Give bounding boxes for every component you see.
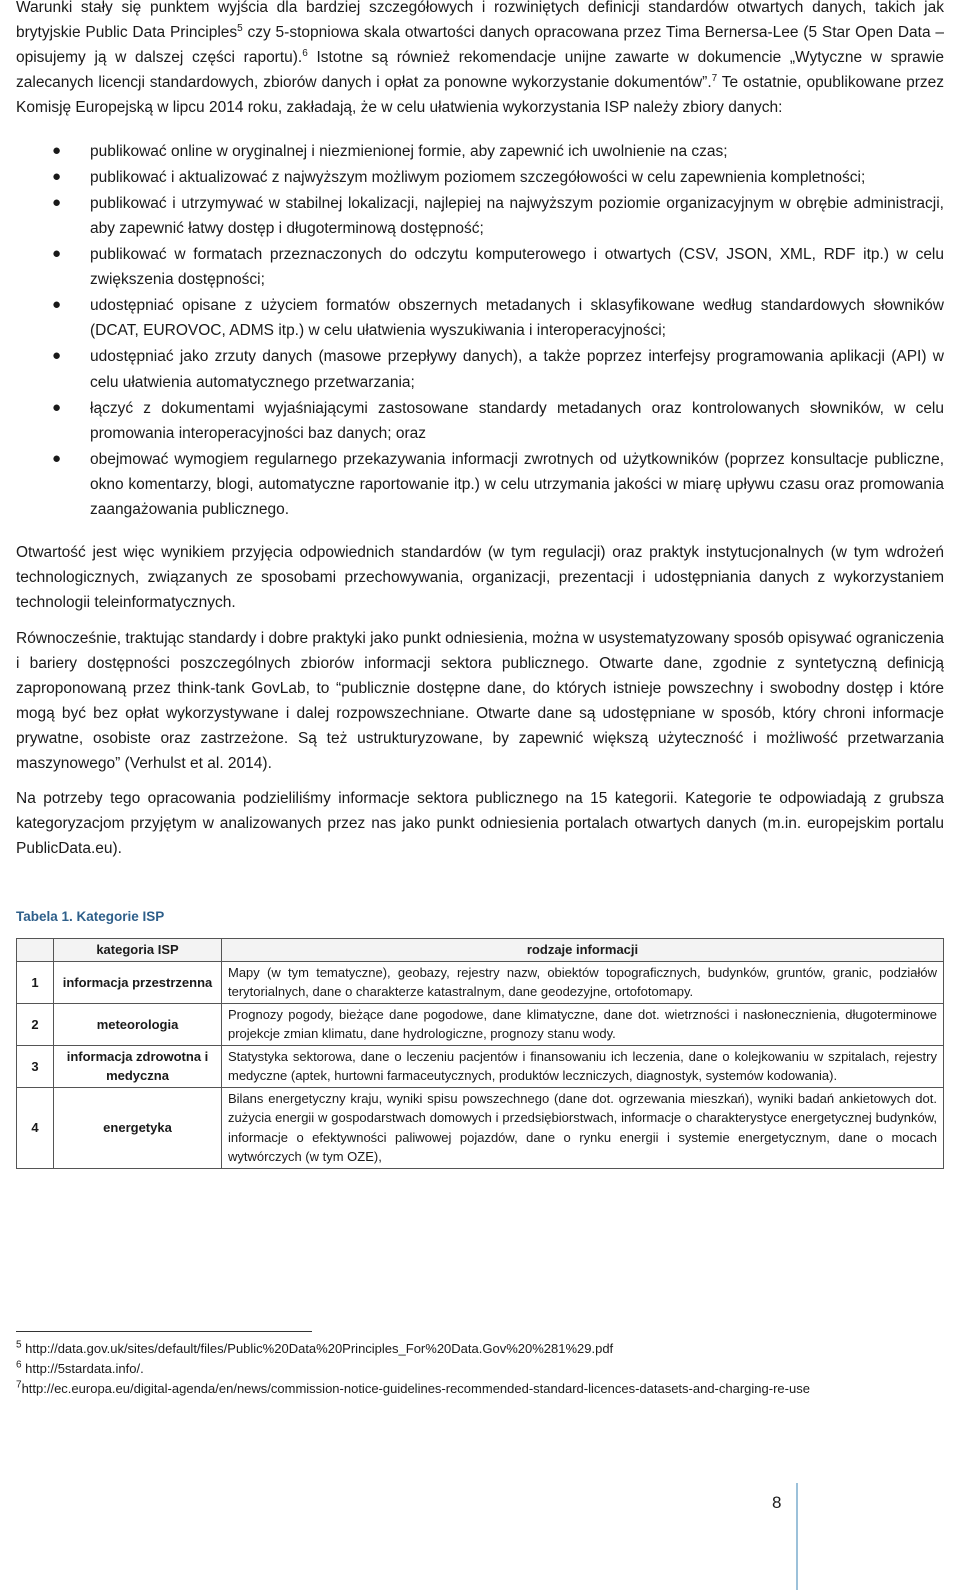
footnote-mark: 7 [16, 1379, 22, 1391]
bullet-icon: ● [52, 141, 62, 159]
footnote-ref-7[interactable]: 7 [711, 73, 718, 85]
table-caption: Tabela 1. Kategorie ISP [16, 908, 165, 924]
footnote-link[interactable]: http://ec.europa.eu/digital-agenda/en/news/commission-notice-guidelines-recommended-standard-licences-datasets-and-charging-re-use [21, 1381, 810, 1397]
footnote-link[interactable]: http://5stardata.info/. [21, 1361, 144, 1377]
footnote-ref-6[interactable]: 6 [302, 48, 308, 60]
table-row [17, 961, 944, 1003]
table-row [17, 1087, 944, 1168]
header-num [17, 939, 54, 962]
paragraph-categories: Na potrzeby tego opracowania podzieliliśmy informacje sektora publicznego na 15 kategorii. Kategorie te odpowiadają z grubsza kategoryzacjom przyjętym w analizowanych przez nas jako punkt odniesienia portalach otwartych danych (m.in. europejskim portalu PublicData.eu). [16, 790, 944, 858]
recommendations-list [16, 139, 944, 523]
bullet-icon: ● [52, 347, 62, 365]
page-number: 8 [772, 1493, 782, 1512]
list-item-text: publikować w formatach przeznaczonych do odczytu komputerowego i otwartych (CSV, JSON, XML, RDF itp.) w celu zwiększenia dostępności; [90, 245, 944, 289]
bullet-icon: ● [52, 244, 62, 262]
row-category: energetyka [54, 1087, 222, 1168]
row-category: meteorologia [54, 1003, 222, 1045]
list-item-text: łączyć z dokumentami wyjaśniającymi zastosowane standardy metadanych oraz kontrolowanych słowników, w celu promowania interoperacyjności baz danych; oraz [90, 399, 944, 442]
footnote-mark: 6 [16, 1359, 22, 1371]
list-item-text: udostępniać jako zrzuty danych (masowe przepływy danych), a także poprzez interfejsy programowania aplikacji (API) w celu ułatwienia automatycznego przetwarzania; [90, 348, 944, 391]
row-category: informacja zdrowotna i medyczna [54, 1045, 222, 1087]
list-item [52, 139, 944, 164]
footnote-5[interactable] [16, 1339, 936, 1359]
list-item [52, 396, 944, 446]
list-item-text: publikować i utrzymywać w stabilnej lokalizacji, najlepiej na najwyższym poziomie organizacyjnym w obrębie administracji, aby zapewnić łatwy dostęp i długoterminową dostępność; [90, 194, 944, 237]
footnote-6[interactable] [16, 1359, 936, 1379]
row-info: Mapy (w tym tematyczne), geobazy, rejestry nazw, obiektów topograficznych, budynków, gruntów, granic, podziałów terytorialnych, dane o charakterze katastralnym, dane geodezyjne, ortofotomapy. [222, 961, 944, 1003]
footnote-ref-5[interactable]: 5 [237, 22, 243, 34]
list-item-text: publikować online w oryginalnej i niezmienionej formie, aby zapewnić ich uwolnienie na czas; [90, 142, 728, 160]
intro-text-3: Istotne są również rekomendacje unijne zawarte w dokumencie „Wytyczne w sprawie zalecanych licencji standardowych, zbiorów danych i opłat za ponowne wykorzystanie dokumentów”. [16, 49, 944, 92]
row-category: informacja przestrzenna [54, 961, 222, 1003]
footnote-7[interactable] [16, 1379, 936, 1399]
header-info: rodzaje informacji [222, 939, 944, 962]
bullet-icon: ● [52, 449, 62, 467]
list-item [52, 447, 944, 522]
list-item [52, 191, 944, 241]
list-item [52, 293, 944, 343]
footnote-divider [16, 1331, 312, 1332]
row-number: 1 [17, 961, 54, 1003]
row-number: 4 [17, 1087, 54, 1168]
row-number: 3 [17, 1045, 54, 1087]
intro-text-2: czy 5-stopniowa skala otwartości danych opracowana przez Tima Bernersa-Lee (5 Star Open Data – opisujemy ją w dalszej części raportu). [16, 24, 944, 67]
intro-text-4: Te ostatnie, opublikowane przez Komisję Europejską w lipcu 2014 roku, zakładają, że w celu ułatwienia wykorzystania ISP należy zbiory danych: [16, 74, 944, 117]
bullet-icon: ● [52, 296, 62, 314]
row-info: Prognozy pogody, bieżące dane pogodowe, dane klimatyczne, dane dot. wietrzności i nasłonecznienia, długoterminowe projekcje zmian klimatu, dane hydrologiczne, prognozy stanu wody. [222, 1003, 944, 1045]
row-info: Statystyka sektorowa, dane o leczeniu pacjentów i finansowaniu ich leczenia, dane o kolejkowaniu w szpitalach, rejestry medyczne (aptek, hurtowni farmaceutycznych, produktów leczniczych, diagnostyk, systemów kodowania). [222, 1045, 944, 1087]
row-info: Bilans energetyczny kraju, wyniki spisu powszechnego (dane dot. ogrzewania mieszkań), wyniki badań ankietowych dot. zużycia energii w gospodarstwach domowych i przedsiębiorstwach, informacje o charakterystyce energetycznej budynków, informacje o efektywności paliwowej pojazdów, dane o rynku energii i systemie energetycznym, dane o mocach wytwórczych (w tym OZE), [222, 1087, 944, 1168]
list-item [52, 242, 944, 292]
table-header-row [17, 939, 944, 962]
footnotes [16, 1339, 936, 1399]
table-row [17, 1003, 944, 1045]
paragraph-openness: Otwartość jest więc wynikiem przyjęcia odpowiednich standardów (w tym regulacji) oraz praktyk instytucjonalnych (w tym wdrożeń technologicznych, związanych ze sposobami przechowywania, organizacji, prezentacji i udostępniania danych z wykorzystaniem technologii teleinformatycznych. [16, 544, 944, 612]
bullet-icon: ● [52, 167, 62, 185]
list-item [52, 165, 944, 190]
bullet-icon: ● [52, 193, 62, 211]
list-item-text: publikować i aktualizować z najwyższym możliwym poziomem szczegółowości w celu zapewnienia kompletności; [90, 168, 866, 186]
row-number: 2 [17, 1003, 54, 1045]
isp-categories-table [16, 938, 944, 1169]
page-number-bar [796, 1483, 798, 1590]
header-category: kategoria ISP [54, 939, 222, 962]
list-item-text: obejmować wymogiem regularnego przekazywania informacji zwrotnych od użytkowników (poprzez konsultacje publiczne, okno komentarzy, blogi, automatyczne raportowanie itp.) w celu utrzymania jakości w miarę upływu czasu oraz promowania zaangażowania publicznego. [90, 450, 944, 519]
bullet-icon: ● [52, 398, 62, 416]
intro-paragraph [16, 0, 944, 121]
table-row [17, 1045, 944, 1087]
list-item-text: udostępniać opisane z użyciem formatów obszernych metadanych i sklasyfikowane według standardowych słowników (DCAT, EUROVOC, ADMS itp.) w celu ułatwienia wyszukiwania i interoperacyjności; [90, 297, 944, 340]
paragraph-definition: Równocześnie, traktując standardy i dobre praktyki jako punkt odniesienia, można w usystematyzowany sposób opisywać ograniczenia i bariery dostępności poszczególnych zbiorów informacji sektora publicznego. Otwarte dane, zgodnie z syntetyczną definicją zaproponowaną przez think-tank GovLab, to “publicznie dostępne dane, do których istnieje powszechny i swobodny dostęp i które mogą być bez opłat wykorzystywane i dalej rozpowszechniane. Otwarte dane są udostępniane w sposób, który chroni informacje prywatne, osobiste oraz zastrzeżone. Są też ustrukturyzowane, by zapewnić większą użyteczność i możliwość przetwarzania maszynowego” (Verhulst et al. 2014). [16, 629, 944, 773]
intro-text-1: Warunki stały się punktem wyjścia dla bardziej szczegółowych i rozwiniętych definicji standardów otwartych danych, takich jak brytyjskie Public Data Principles [16, 0, 944, 42]
list-item [52, 344, 944, 394]
footnote-mark: 5 [16, 1339, 22, 1351]
footnote-link[interactable]: http://data.gov.uk/sites/default/files/Public%20Data%20Principles_For%20Data.Gov%20%281%29.pdf [21, 1341, 614, 1356]
